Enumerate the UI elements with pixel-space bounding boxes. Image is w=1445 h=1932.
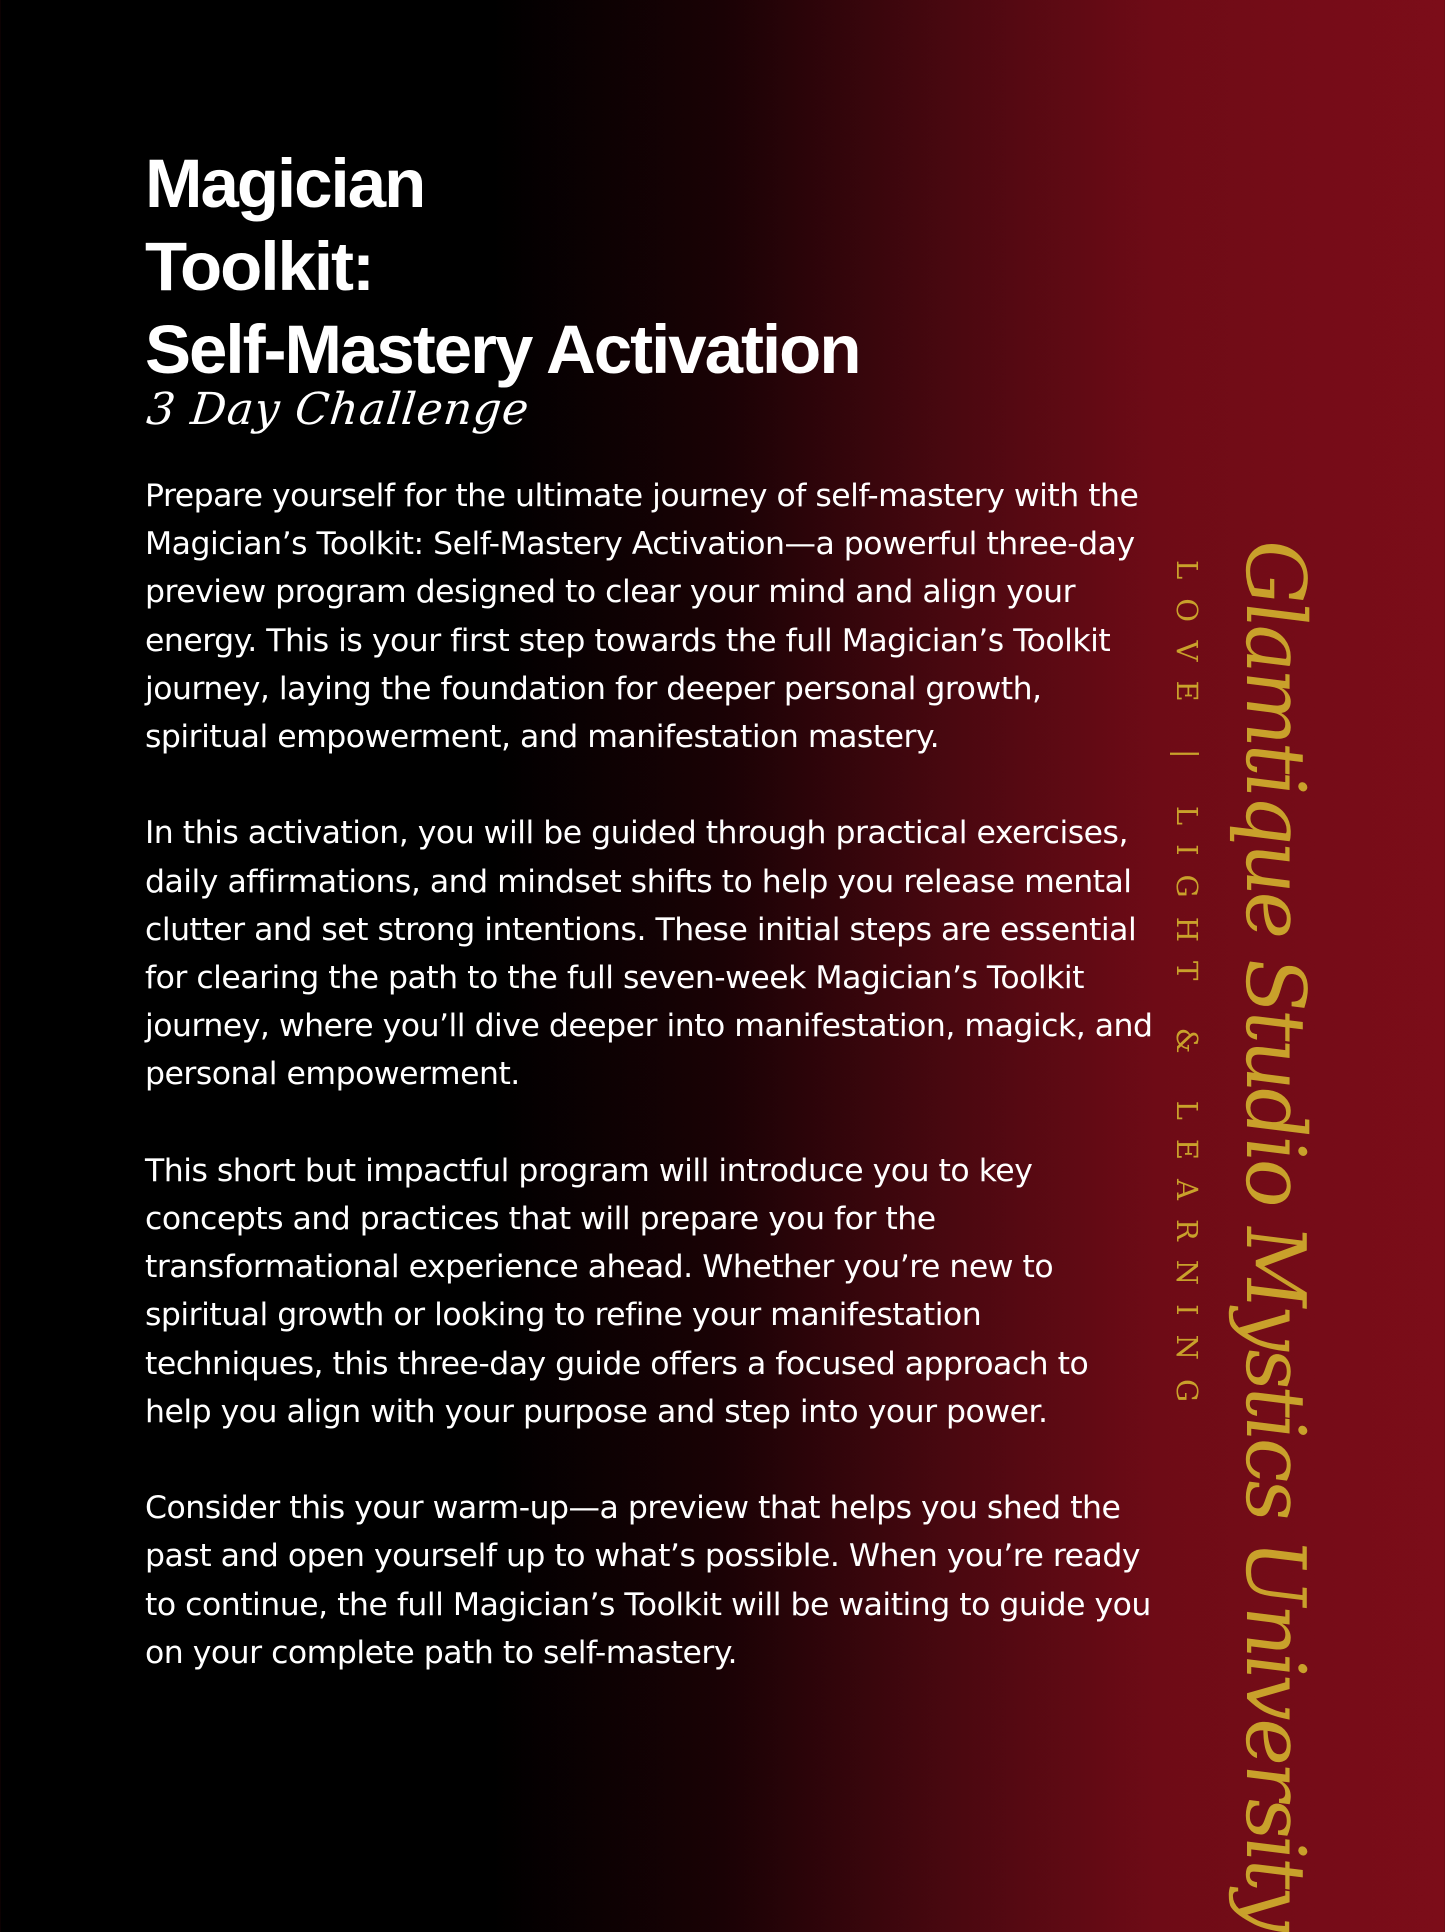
paragraph-2: In this activation, you will be guided through practical exercises, daily affirmations, and mindset shifts to help you release mental clutter and set strong intentions. These initial steps are essential for clearing the path to the full seven-week Magician’s Toolkit journey, where you’ll dive deeper into manifestation, magick, and personal empowerment. — [145, 815, 1153, 1093]
paragraph-1: Prepare yourself for the ultimate journey of self-mastery with the Magician’s Toolkit: Self-Mastery Activation—a powerful three-day preview program designed to clear your mind and align your energy. This is your first step towards the full Magician’s Toolkit journey, laying the foundation for deeper personal growth, spiritual empowerment, and manifestation mastery. — [145, 478, 1139, 756]
paragraph-4: Consider this your warm-up—a preview that helps you shed the past and open yourself up to what’s possible. When you’re ready to continue, the full Magician’s Toolkit will be waiting to guide you on your complete path to self-mastery. — [145, 1490, 1151, 1671]
tagline: LOVE | LIGHT & LEARNING — [1170, 560, 1204, 1422]
page-title — [145, 142, 859, 391]
title-line-1: Magician — [145, 145, 425, 222]
title-line-3: Self-Mastery Activation — [145, 311, 860, 388]
paragraph-3: This short but impactful program will introduce you to key concepts and practices that will prepare you for the transformational experience ahead. Whether you’re new to spiritual growth or looking to refine your manifestation techniques, this three-day guide offers a focused approach to help you align with your purpose and step into your power. — [145, 1152, 1089, 1430]
page-subtitle: 3 Day Challenge — [144, 384, 532, 435]
title-line-2: Toolkit: — [145, 228, 373, 305]
body-text — [145, 472, 1155, 1677]
brand-logo: Glamtique Studio Mystics University — [1227, 536, 1322, 1932]
